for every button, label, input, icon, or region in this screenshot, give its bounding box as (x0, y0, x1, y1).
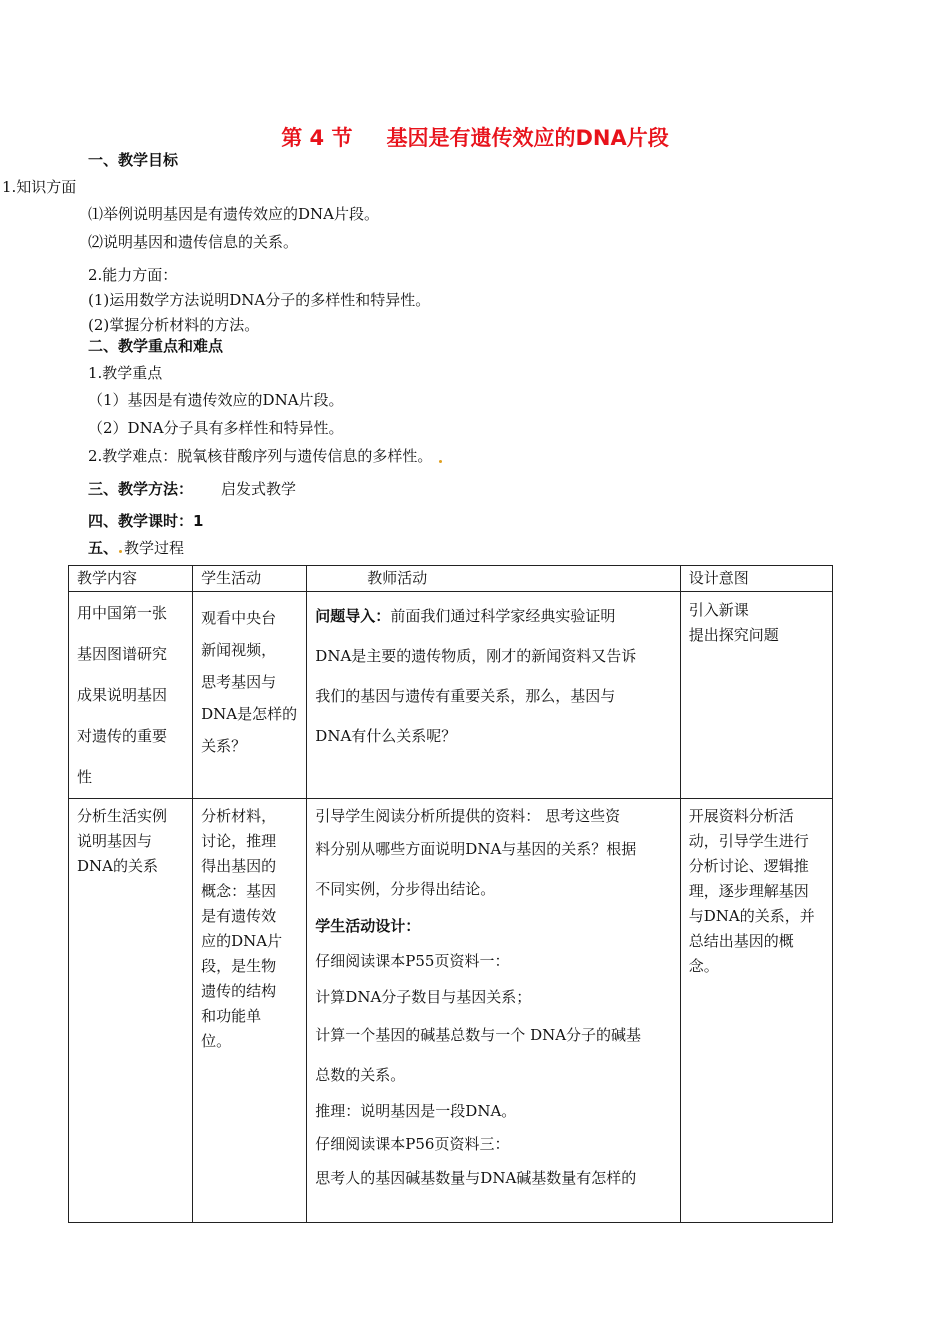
cell-line: 是有遗传效 (201, 907, 277, 925)
cell-line: 新闻视频， (201, 641, 277, 659)
cell-line: 位。 (201, 1032, 232, 1050)
key-point-1: （1）基因是有遗传效应的DNA片段。 (88, 391, 344, 409)
header-intent: 设计意图 (680, 566, 832, 592)
cell-line: 讨论，推理 (201, 832, 277, 850)
section-2-heading: 二、教学重点和难点 (88, 337, 224, 355)
knowledge-item-1: ⑴举例说明基因是有遗传效应的DNA片段。 (88, 205, 379, 223)
section-3-heading: 三、教学方法： (88, 480, 194, 498)
row1-teacher (307, 592, 680, 799)
cell-line: DNA有什么关系呢？ (315, 727, 457, 745)
knowledge-heading: 1.知识方面 (2, 178, 77, 196)
cell-line: DNA是主要的遗传物质，刚才的新闻资料又告诉 (315, 647, 637, 665)
cell-line: 理，逐步理解基因 (688, 882, 809, 900)
question-intro-label: 问题导入： (315, 607, 391, 625)
section-4-heading: 四、教学课时：1 (88, 512, 204, 530)
row2-teacher (307, 799, 680, 1223)
cell-line: 基因图谱研究 (77, 645, 168, 663)
cell-line: 引导学生阅读分析所提供的资料： 思考这些资 (315, 807, 621, 825)
header-student: 学生活动 (193, 566, 307, 592)
section-5-prefix: 五、 (88, 539, 119, 557)
cell-line: 段，是生物 (201, 957, 277, 975)
section-1-heading: 一、教学目标 (88, 151, 179, 169)
cell-line: 前面我们通过科学家经典实验证明 (390, 607, 616, 625)
cell-line: 性 (77, 768, 93, 786)
difficult-point: 2.教学难点：脱氧核苷酸序列与遗传信息的多样性。 (88, 447, 433, 465)
row2-content (69, 799, 193, 1223)
ability-item-1: (1)运用数学方法说明DNA分子的多样性和特异性。 (88, 291, 431, 309)
cell-line: 推理：说明基因是一段DNA。 (315, 1102, 517, 1120)
cell-line: 引入新课 (688, 601, 749, 619)
page-title (0, 122, 950, 152)
cell-line: 分析材料， (201, 807, 277, 825)
cell-line: 观看中央台 (201, 609, 277, 627)
table-row (69, 799, 833, 1223)
cell-line: 思考人的基因碱基数量与DNA碱基数量有怎样的 (315, 1169, 637, 1187)
cell-line: 计算一个基因的碱基总数与一个 DNA分子的碱基 (315, 1026, 642, 1044)
cell-line: 应的DNA片 (201, 932, 283, 950)
cell-line: 概念：基因 (201, 882, 277, 900)
cell-line: DNA的关系 (77, 857, 158, 875)
header-content: 教学内容 (69, 566, 193, 592)
cell-line: DNA是怎样的 (201, 705, 298, 723)
title-prefix: 第 4 节 (281, 126, 353, 150)
stray-mark (439, 460, 442, 463)
row1-student (193, 592, 307, 799)
table-header-row (69, 566, 833, 592)
cell-line: 对遗传的重要 (77, 727, 168, 745)
cell-line: 思考基因与 (201, 673, 277, 691)
teaching-method: 启发式教学 (221, 480, 297, 498)
cell-line: 得出基因的 (201, 857, 277, 875)
cell-line: 动，引导学生进行 (688, 832, 809, 850)
teaching-process-table (68, 565, 833, 1223)
row2-intent (680, 799, 832, 1223)
cell-line: 分析生活实例 (77, 807, 168, 825)
cell-line: 仔细阅读课本P56页资料三： (315, 1135, 510, 1153)
table-row (69, 592, 833, 799)
cell-line: 提出探究问题 (688, 626, 779, 644)
key-points-heading: 1.教学重点 (88, 364, 163, 382)
cell-line: 成果说明基因 (77, 686, 168, 704)
key-point-2: （2）DNA分子具有多样性和特异性。 (88, 419, 344, 437)
cell-line: 料分别从哪些方面说明DNA与基因的关系？根据 (315, 840, 637, 858)
row2-student (193, 799, 307, 1223)
row1-intent (680, 592, 832, 799)
ability-item-2: (2)掌握分析材料的方法。 (88, 316, 260, 334)
ability-heading: 2.能力方面： (88, 266, 178, 284)
cell-line: 我们的基因与遗传有重要关系，那么，基因与 (315, 687, 616, 705)
cell-line: 分析讨论、逻辑推 (688, 857, 809, 875)
cell-line: 用中国第一张 (77, 604, 168, 622)
cell-line: 仔细阅读课本P55页资料一： (315, 952, 510, 970)
title-main: 基因是有遗传效应的DNA片段 (386, 126, 669, 150)
stray-mark (119, 550, 122, 553)
cell-line: 总结出基因的概 (688, 932, 794, 950)
student-design-label: 学生活动设计： (315, 917, 421, 935)
cell-line: 关系？ (201, 737, 247, 755)
cell-line: 和功能单 (201, 1007, 262, 1025)
row1-content (69, 592, 193, 799)
cell-line: 不同实例，分步得出结论。 (315, 880, 496, 898)
cell-line: 遗传的结构 (201, 982, 277, 1000)
knowledge-item-2: ⑵说明基因和遗传信息的关系。 (88, 233, 299, 251)
section-5-text: 教学过程 (124, 539, 185, 557)
header-teacher: 教师活动 (307, 566, 680, 592)
cell-line: 念。 (688, 957, 719, 975)
cell-line: 总数的关系。 (315, 1066, 406, 1084)
cell-line: 计算DNA分子数目与基因关系； (315, 988, 532, 1006)
cell-line: 开展资料分析活 (688, 807, 794, 825)
cell-line: 与DNA的关系，并 (688, 907, 815, 925)
cell-line: 说明基因与 (77, 832, 153, 850)
